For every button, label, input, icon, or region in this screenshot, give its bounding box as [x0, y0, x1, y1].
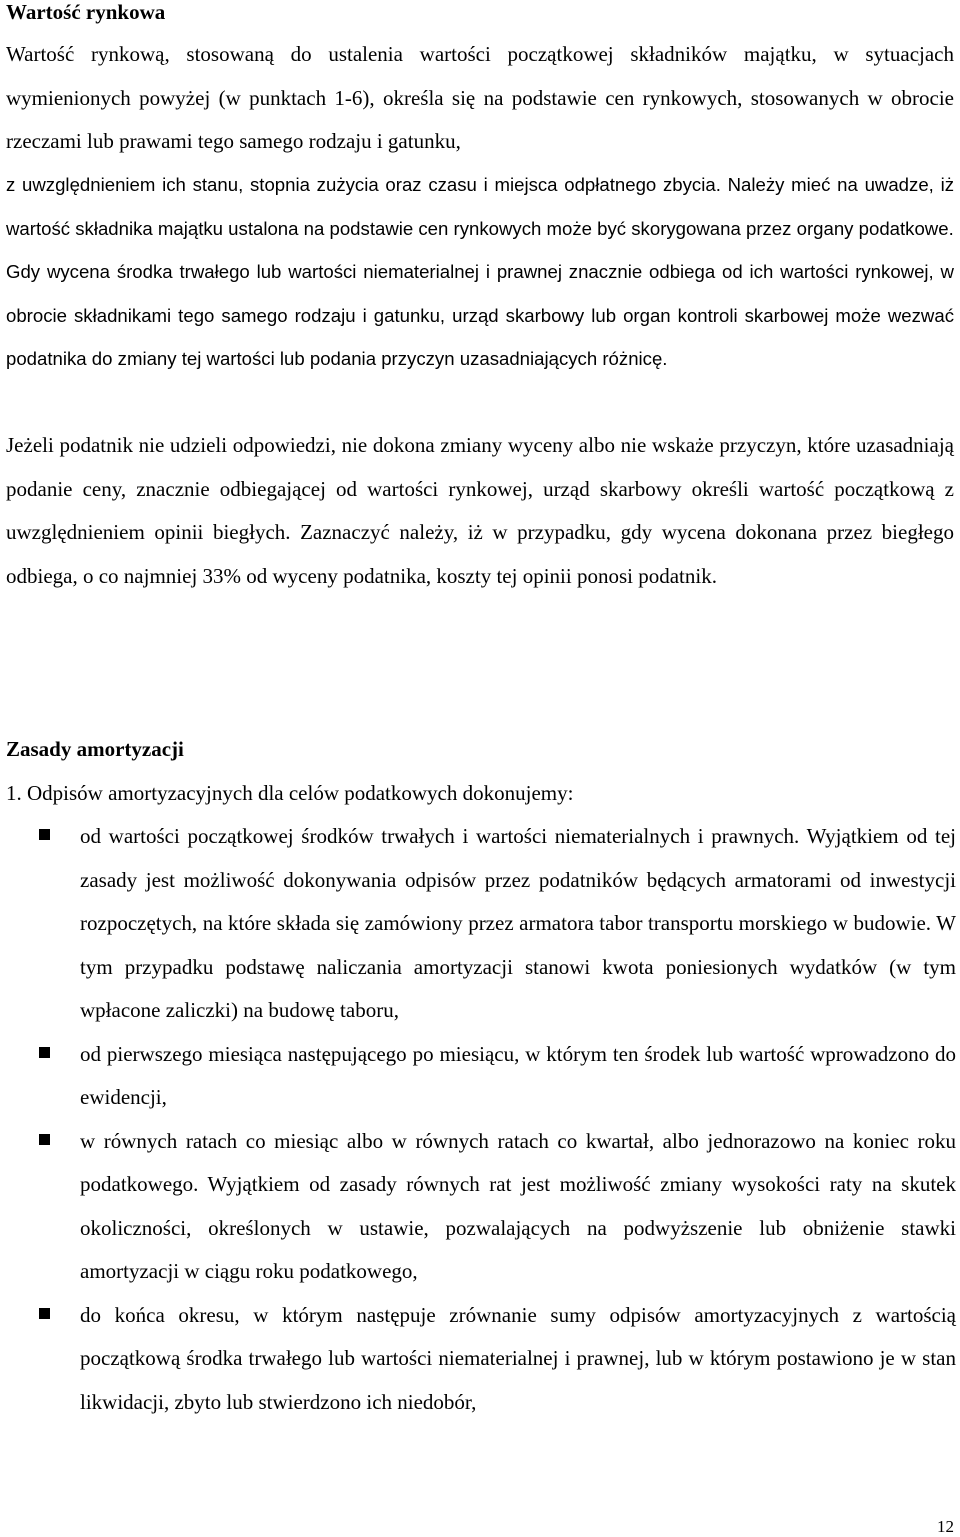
- list-item: [6, 1033, 956, 1120]
- square-bullet-icon: [39, 1047, 50, 1058]
- list-item-text: do końca okresu, w którym następuje zrównanie sumy odpisów amortyzacyjnych z wartością początkową środka trwałego lub wartości niematerialnej i prawnej, lub w którym postawiono je w stan likwidacji, zbyto lub stwierdzono ich niedobór,: [80, 1302, 956, 1414]
- square-bullet-icon: [39, 1134, 50, 1145]
- depreciation-rules-list: [6, 815, 956, 1424]
- section-title-market-value: Wartość rynkowa: [6, 0, 166, 24]
- section-title-depreciation-rules: Zasady amortyzacji: [6, 737, 184, 761]
- list-item: [6, 1294, 956, 1425]
- paragraph-valuation-deviation: Gdy wycena środka trwałego lub wartości niematerialnej i prawnej znacznie odbiega od ich wartości rynkowej, w obrocie składnikami tego samego rodzaju i gatunku, urząd skarbowy lub organ kontroli skarbowej może wezwać podatnika do zmiany tej wartości lub podania przyczyn uzasadniających różnicę.: [6, 261, 954, 369]
- list-item: [6, 1120, 956, 1294]
- list-item: [6, 815, 956, 1033]
- list-item-text: od wartości początkowej środków trwałych i wartości niematerialnych i prawnych. Wyjątkiem od tej zasady jest możliwość dokonywania odpisów przez podatników będących armatorami od inwestycji rozpoczętych, na które składa się zamówiony przez armatora tabor transportu morskiego w budowie. W tym przypadku podstawę naliczania amortyzacji stanowi kwota poniesionych wydatków (w tym wpłacone zaliczki) na budowę taboru,: [80, 824, 956, 1022]
- list-item-text: w równych ratach co miesiąc albo w równych ratach co kwartał, albo jednorazowo na koniec roku podatkowego. Wyjątkiem od zasady równych rat jest możliwość zmiany wysokości raty na skutek okoliczności, określonych w ustawie, pozwalających na podwyższenie lub obniżenie stawki amortyzacji w ciągu roku podatkowego,: [80, 1128, 956, 1283]
- paragraph-market-value-correction: z uwzględnieniem ich stanu, stopnia zużycia oraz czasu i miejsca odpłatnego zbycia. Należy mieć na uwadze, iż wartość składnika majątku ustalona na podstawie cen rynkowych może być skorygowana przez organy podatkowe.: [6, 174, 954, 239]
- depreciation-intro: 1. Odpisów amortyzacyjnych dla celów podatkowych dokonujemy:: [6, 781, 574, 805]
- paragraph-market-value-definition: Wartość rynkową, stosowaną do ustalenia wartości początkowej składników majątku, w sytuacjach wymienionych powyżej (w punktach 1-6), określa się na podstawie cen rynkowych, stosowanych w obrocie rzeczami lub prawami tego samego rodzaju i gatunku,: [6, 42, 954, 153]
- list-item-text: od pierwszego miesiąca następującego po miesiącu, w którym ten środek lub wartość wprowadzono do ewidencji,: [80, 1041, 956, 1109]
- square-bullet-icon: [39, 1308, 50, 1319]
- page-number: 12: [937, 1517, 954, 1536]
- square-bullet-icon: [39, 829, 50, 840]
- paragraph-expert-opinion: Jeżeli podatnik nie udzieli odpowiedzi, nie dokona zmiany wyceny albo nie wskaże przyczyn, które uzasadniają podanie ceny, znacznie odbiegającej od wartości rynkowej, urząd skarbowy określi wartość początkową z uwzględnieniem opinii biegłych. Zaznaczyć należy, iż w przypadku, gdy wycena dokonana przez biegłego odbiega, o co najmniej 33% od wyceny podatnika, koszty tej opinii ponosi podatnik.: [6, 433, 954, 588]
